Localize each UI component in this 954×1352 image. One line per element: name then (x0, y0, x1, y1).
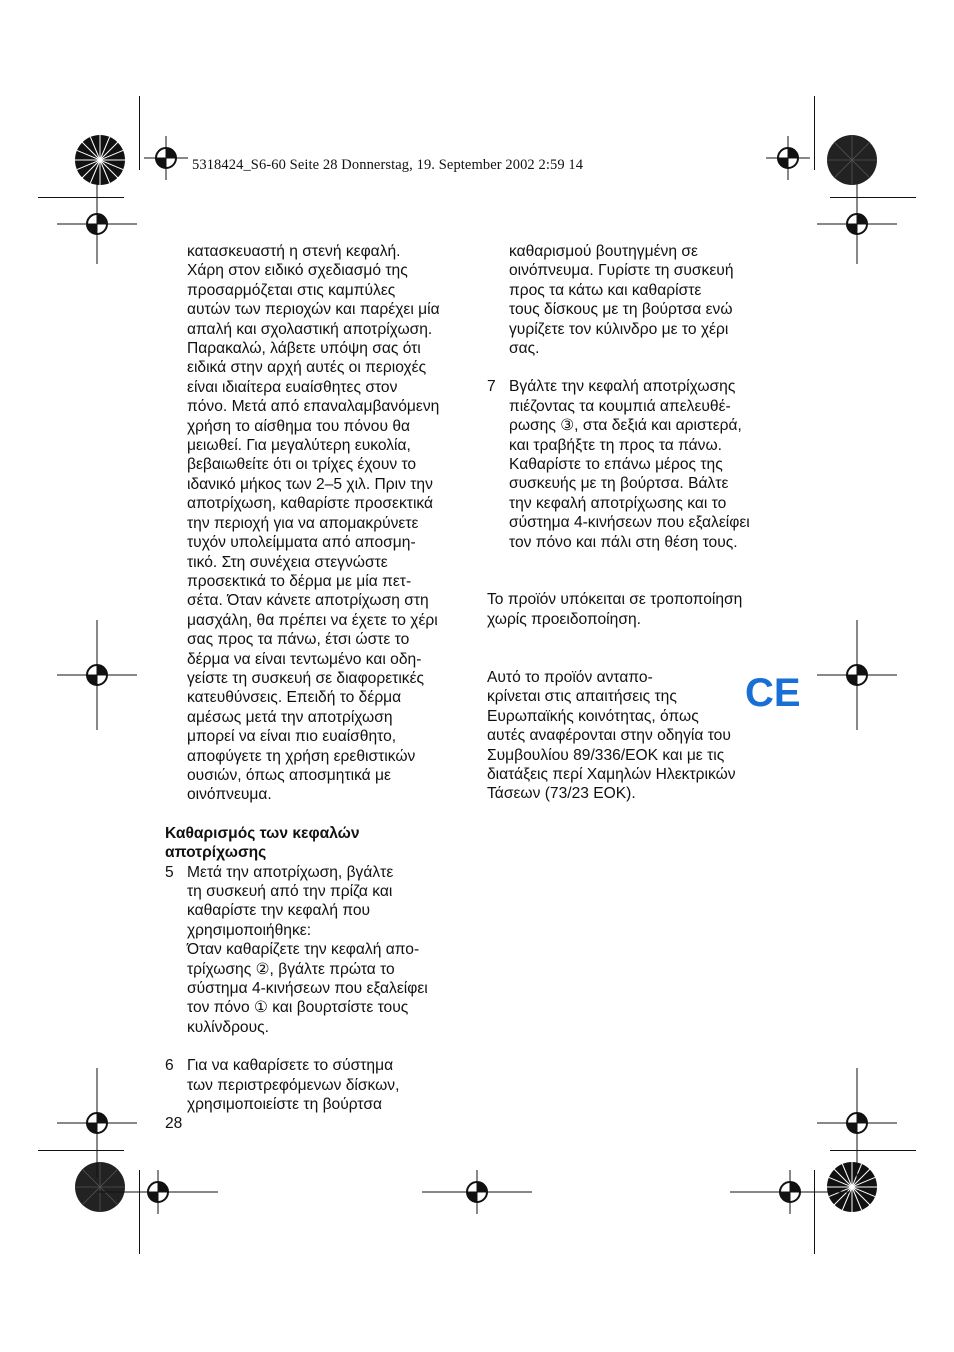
text-line: αποφύγετε τη χρήση ερεθιστικών (187, 747, 416, 765)
text-line: προς τα κάτω και καθαρίστε (509, 281, 702, 299)
text-line: σας. (509, 340, 540, 358)
text-line: σύστημα 4-κινήσεων που εξαλείφει (187, 980, 428, 998)
intro-paragraph (187, 242, 465, 805)
text-line: Παρακαλώ, λάβετε υπόψη σας ότι (187, 340, 421, 358)
text-line: τυχόν υπολείμματα από αποσμη- (187, 534, 416, 552)
registration-crosshair-icon (730, 1170, 850, 1214)
text-line: μειωθεί. Για μεγαλύτερη ευκολία, (187, 437, 411, 455)
registration-crosshair-icon (817, 1068, 897, 1178)
crop-line (139, 96, 140, 170)
text-line: οινόπνευμα. (187, 786, 272, 804)
text-line: αυτών των περιοχών και παρέχει μία (187, 301, 440, 319)
text-line: απαλή και σχολαστική αποτρίχωση. (187, 320, 433, 338)
text-line: γυρίζετε τον κύλινδρο με το χέρι (509, 320, 729, 338)
text-line: την κεφαλή αποτρίχωσης και το (509, 494, 727, 512)
list-item-5 (165, 863, 465, 1038)
left-column (165, 242, 465, 1114)
text-line: προσαρμόζεται στις καμπύλες (187, 281, 396, 299)
item-text (509, 377, 787, 552)
ce-mark-icon (745, 671, 801, 715)
text-line: πιέζοντας τα κουμπιά απελευθέ- (509, 397, 731, 415)
text-line: Τάσεων (73/23 ΕΟΚ). (487, 785, 636, 803)
text-line: κρίνεται στις απαιτήσεις της (487, 688, 677, 706)
text-line: την περιοχή για να απομακρύνετε (187, 514, 419, 532)
text-line: Αυτό το προϊόν ανταπο- (487, 669, 653, 686)
text-line: Συμβουλίου 89/336/ΕΟΚ και με τις (487, 746, 725, 764)
item-text (187, 1056, 465, 1114)
page-number: 28 (165, 1115, 183, 1132)
list-item-7 (487, 377, 787, 552)
text-line: οινόπνευμα. Γυρίστε τη συσκευή (509, 262, 734, 280)
text-line: μασχάλη, θα πρέπει να έχετε το χέρι (187, 611, 438, 629)
text-line: τρίχωσης ②, βγάλτε πρώτα το (187, 960, 395, 978)
text-line: σύστημα 4-κινήσεων που εξαλείφει (509, 514, 750, 532)
item-number: 7 (487, 378, 496, 396)
item-number: 5 (165, 863, 174, 881)
text-line: πόνο. Μετά από επαναλαμβανόμενη (187, 398, 440, 416)
text-line: σας προς τα πάνω, έτσι ώστε το (187, 631, 410, 649)
text-line: αυτές αναφέρονται στην οδηγία του (487, 727, 731, 745)
section-heading: Καθαρισμός των κεφαλών αποτρίχωσης (165, 824, 360, 862)
item-number: 6 (165, 1057, 174, 1075)
registration-star-icon (73, 133, 127, 187)
text-line: διατάξεις περί Χαμηλών Ηλεκτρικών (487, 766, 736, 784)
text-line: καθαρισμού βουτηγμένη σε (509, 243, 698, 260)
text-line: κατασκευαστή η στενή κεφαλή. (187, 243, 401, 260)
registration-crosshair-icon (57, 184, 137, 264)
svg-text:CE: CE (745, 671, 801, 715)
text-line: Βγάλτε την κεφαλή αποτρίχωσης (509, 378, 736, 396)
text-line: τους δίσκους με τη βούρτσα ενώ (509, 301, 733, 319)
text-line: αμέσως μετά την αποτρίχωση (187, 708, 393, 726)
text-line: Όταν καθαρίζετε την κεφαλή απο- (187, 941, 420, 959)
text-line: Καθαρίστε το επάνω μέρος της (509, 456, 723, 474)
text-line: χρησιμοποιείστε τη βούρτσα (187, 1096, 382, 1114)
text-line: δέρμα να είναι τεντωμένο και οδη- (187, 650, 422, 668)
text-line: ουσιών, όπως αποσμητικά με (187, 766, 391, 784)
text-line: Το προϊόν υπόκειται σε τροποποίηση (487, 591, 743, 609)
registration-crosshair-icon (57, 1068, 137, 1178)
text-line: κατευθύνσεις. Επειδή το δέρμα (187, 689, 402, 707)
text-line: Για να καθαρίσετε το σύστημα (187, 1057, 394, 1075)
registration-crosshair-icon (766, 136, 810, 180)
text-line: Μετά την αποτρίχωση, βγάλτε (187, 863, 394, 881)
text-line: Ευρωπαϊκής κοινότητας, όπως (487, 707, 699, 725)
registration-crosshair-icon (57, 620, 137, 730)
text-line: γείστε τη συσκευή σε διαφορετικές (187, 669, 425, 687)
registration-star-icon (825, 133, 879, 187)
text-line: ιδανικό μήκος των 2–5 χιλ. Πριν την (187, 475, 433, 493)
modification-notice (487, 590, 787, 629)
registration-crosshair-icon (422, 1170, 532, 1214)
text-line: χρήση το αίσθημα του πόνου θα (187, 417, 411, 435)
list-item-6 (165, 1056, 465, 1114)
text-line: συσκευής με τη βούρτσα. Βάλτε (509, 475, 729, 493)
item-6-continued (509, 242, 787, 358)
text-line: και τραβήξτε τη προς τα πάνω. (509, 436, 722, 454)
text-line: βεβαιωθείτε ότι οι τρίχες έχουν το (187, 456, 417, 474)
text-line: χωρίς προειδοποίηση. (487, 610, 641, 628)
registration-crosshair-icon (98, 1170, 218, 1214)
text-line: καθαρίστε την κεφαλή που (187, 902, 371, 920)
item-text (187, 863, 465, 1038)
text-line: τον πόνο ① και βουρτσίστε τους (187, 999, 409, 1017)
registration-crosshair-icon (817, 620, 897, 730)
text-line: τη συσκευή από την πρίζα και (187, 883, 393, 900)
text-line: Χάρη στον ειδικό σχεδιασμό της (187, 262, 408, 280)
text-line: σέτα. Όταν κάνετε αποτρίχωση στη (187, 592, 429, 610)
crop-line (814, 96, 815, 170)
registration-crosshair-icon (144, 136, 188, 180)
text-line: είναι ιδιαίτερα ευαίσθητες στον (187, 378, 398, 396)
text-line: ρωσης ③, στα δεξιά και αριστερά, (509, 417, 742, 435)
text-line: κυλίνδρους. (187, 1018, 269, 1036)
right-column (487, 242, 787, 629)
text-line: τικό. Στη συνέχεια στεγνώστε (187, 553, 388, 571)
text-line: τον πόνο και πάλι στη θέση τους. (509, 533, 738, 551)
text-line: χρησιμοποιήθηκε: (187, 921, 312, 939)
registration-crosshair-icon (817, 184, 897, 264)
print-slug-header: 5318424_S6-60 Seite 28 Donnerstag, 19. September 2002 2:59 14 (192, 157, 584, 173)
text-line: προσεκτικά το δέρμα με μία πετ- (187, 572, 412, 590)
text-line: των περιστρεφόμενων δίσκων, (187, 1076, 400, 1094)
text-line: αποτρίχωση, καθαρίστε προσεκτικά (187, 495, 434, 513)
text-line: μπορεί να είναι πιο ευαίσθητο, (187, 728, 397, 746)
text-line: ειδικά στην αρχή αυτές οι περιοχές (187, 359, 427, 377)
